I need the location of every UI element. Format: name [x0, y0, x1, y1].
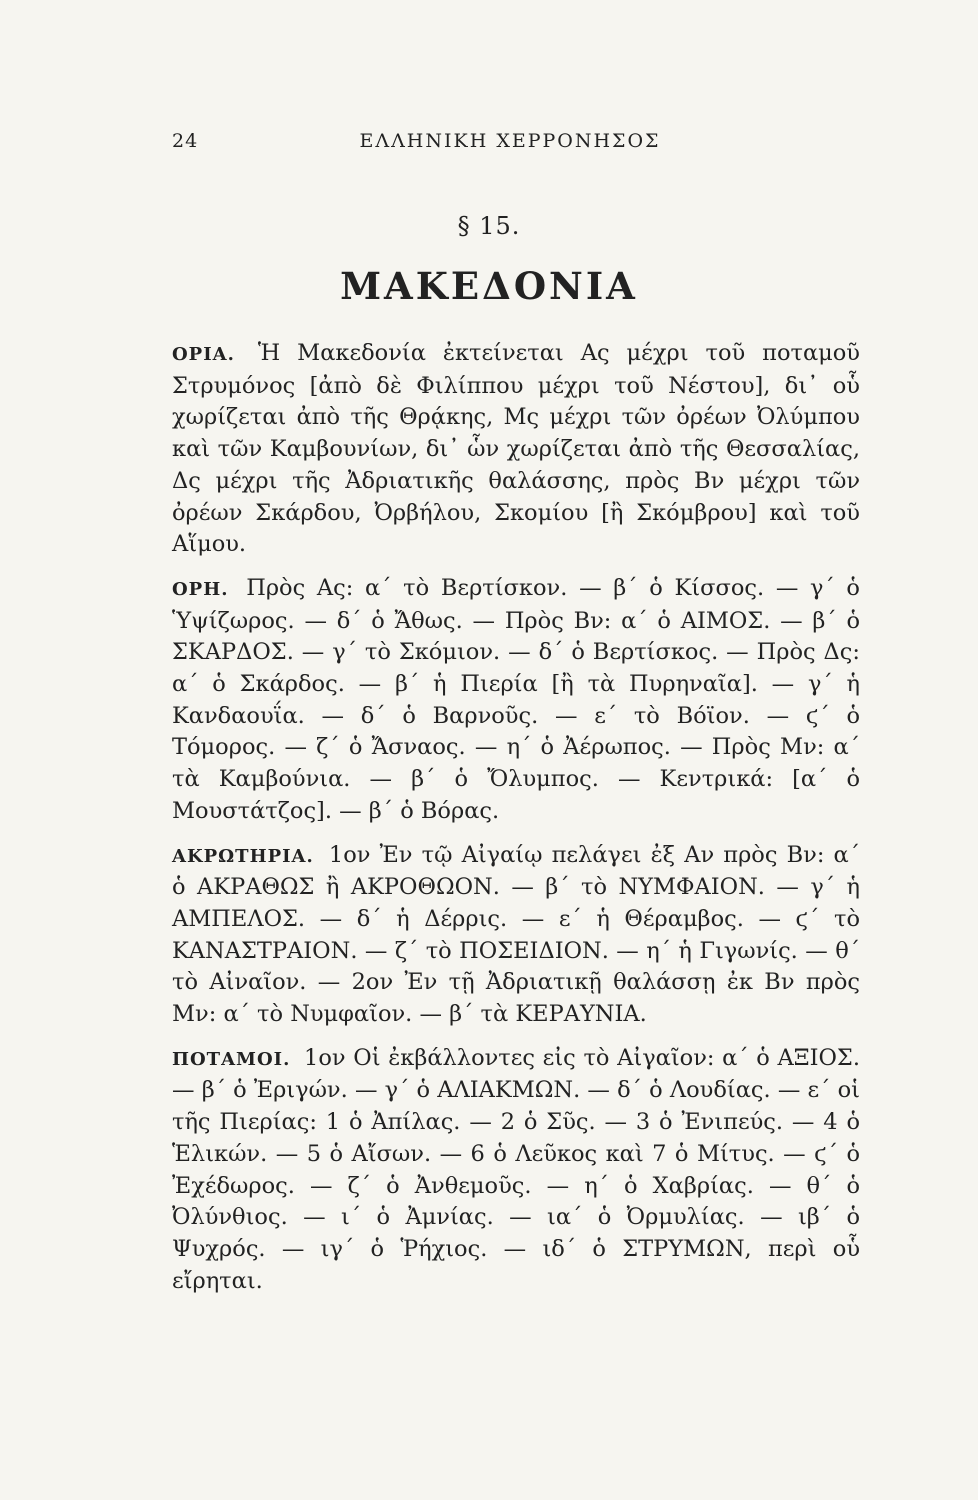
- body-text: [172, 338, 860, 1297]
- paragraph-lead: ΟΡΙΑ.: [172, 344, 235, 365]
- paragraph-text: 1ον Οἱ ἐκβάλλοντες εἰς τὸ Αἰγαῖον: α΄ ὁ ΑΞΙΟΣ. — β΄ ὁ Ἐριγών. — γ΄ ὁ ΑΛΙΑΚΜΩΝ. — δ΄ ὁ Λουδίας. — ε΄ οἱ τῆς Πιερίας: 1 ὁ Ἀπίλας. — 2 ὁ Σῦς. — 3 ὁ Ἐνιπεύς. — 4 ὁ Ἑλικών. — 5 ὁ Αἴσων. — 6 ὁ Λεῦκος καὶ 7 ὁ Μίτυς. — ϛ΄ ὁ Ἐχέδωρος. — ζ΄ ὁ Ἀνθεμοῦς. — η΄ ὁ Χαβρίας. — θ΄ ὁ Ὀλύνθιος. — ι΄ ὁ Ἀμνίας. — ια΄ ὁ Ὀρμυλίας. — ιβ΄ ὁ Ψυχρός. — ιγ΄ ὁ Ῥήχιος. — ιδ΄ ὁ ΣΤΡΥΜΩΝ, περὶ οὗ εἴρηται.: [172, 1044, 860, 1294]
- paragraph-lead: ΑΚΡΩΤΗΡΙΑ.: [172, 845, 314, 867]
- running-title: ΕΛΛΗΝΙΚΗ ΧΕΡΡΟΝΗΣΟΣ: [359, 130, 661, 152]
- paragraph-rivers: [172, 1043, 860, 1298]
- paragraph-borders: [172, 338, 860, 561]
- paragraph-text: Πρὸς Ας: α΄ τὸ Βερτίσκον. — β΄ ὁ Κίσσος. — γ΄ ὁ Ὑψίζωρος. — δ΄ ὁ Ἄθως. — Πρὸς Βν: α΄ ὁ ΑΙΜΟΣ. — β΄ ὁ ΣΚΑΡΔΟΣ. — γ΄ τὸ Σκόμιον. — δ΄ ὁ Βερτίσκος. — Πρὸς Δς: α΄ ὁ Σκάρδος. — β΄ ἡ Πιερία [ἢ τὰ Πυρηναῖα]. — γ΄ ἡ Κανδαουΐα. — δ΄ ὁ Βαρνοῦς. — ε΄ τὸ Βόϊον. — ϛ΄ ὁ Τόμορος. — ζ΄ ὁ Ἄσναος. — η΄ ὁ Ἀέρωπος. — Πρὸς Μν: α΄ τὰ Καμβούνια. — β΄ ὁ Ὄλυμπος. — Κεντρικά: [α΄ ὁ Μουστάτζος]. — β΄ ὁ Βόρας.: [172, 574, 860, 824]
- paragraph-capes: [172, 840, 860, 1031]
- paragraph-text: 1ον Ἐν τῷ Αἰγαίῳ πελάγει ἐξ Αν πρὸς Βν: α΄ ὁ ΑΚΡΑΘΩΣ ἢ ΑΚΡΟΘΩΟΝ. — β΄ τὸ ΝΥΜΦΑΙΟΝ. — γ΄ ἡ ΑΜΠΕΛΟΣ. — δ΄ ἡ Δέρρις. — ε΄ ἡ Θέραμβος. — ϛ΄ τὸ ΚΑΝΑΣΤΡΑΙΟΝ. — ζ΄ τὸ ΠΟΣΕΙΔΙΟΝ. — η΄ ἡ Γιγωνίς. — θ΄ τὸ Αἰναῖον. — 2ον Ἐν τῇ Ἀδριατικῇ θαλάσσῃ ἐκ Βν πρὸς Μν: α΄ τὸ Νυμφαῖον. — β΄ τὰ ΚΕΡΑΥΝΙΑ.: [172, 841, 860, 1028]
- paragraph-text: Ἡ Μακεδονία ἐκτείνεται Ας μέχρι τοῦ ποταμοῦ Στρυμόνος [ἀπὸ δὲ Φιλίππου μέχρι τοῦ Νέστου], δι᾽ οὗ χωρίζεται ἀπὸ τῆς Θρᾴκης, Μς μέχρι τῶν ὀρέων Ὀλύμπου καὶ τῶν Καμβουνίων, δι᾽ ὧν χωρίζεται ἀπὸ τῆς Θεσσαλίας, Δς μέχρι τῆς Ἀδριατικῆς θαλάσσης, πρὸς Βν μέχρι τῶν ὀρέων Σκάρδου, Ὀρβήλου, Σκομίου [ἢ Σκόμβρου] καὶ τοῦ Αἵμου.: [172, 340, 860, 558]
- paragraph-lead: ΟΡΗ.: [172, 578, 229, 600]
- paragraph-lead: ΠΟΤΑΜΟΙ.: [172, 1048, 291, 1070]
- page-header: [172, 118, 848, 158]
- page-number: 24: [172, 130, 199, 152]
- section-number: § 15.: [457, 212, 521, 240]
- paragraph-mountains: [172, 573, 860, 828]
- section-title: ΜΑΚΕΔΟΝΙΑ: [340, 264, 638, 308]
